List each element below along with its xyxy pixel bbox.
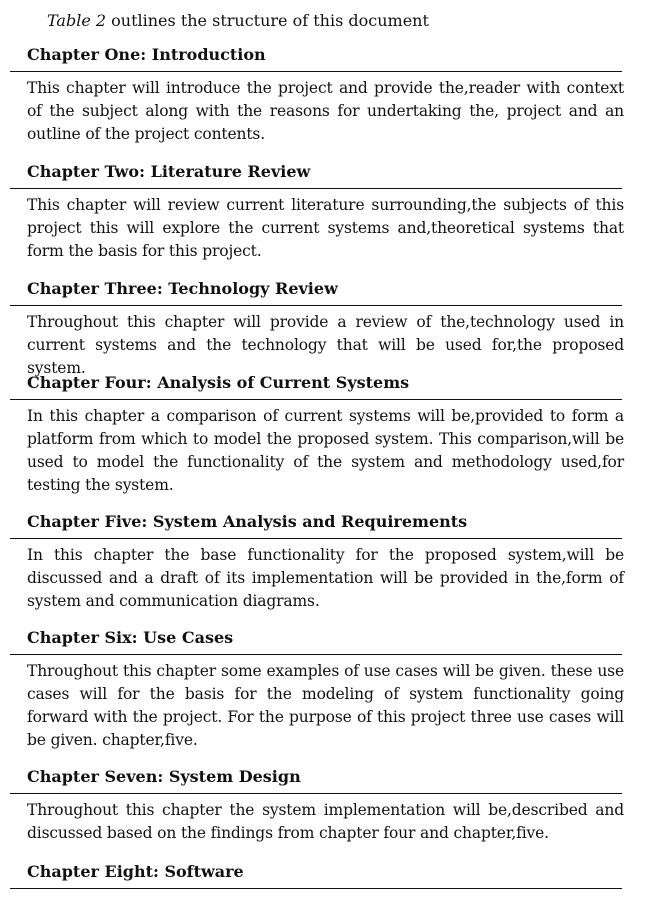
- chapter-title: Chapter Six: Use Cases: [27, 628, 234, 647]
- chapter-section: [10, 511, 622, 613]
- chapter-section: [10, 766, 622, 845]
- chapter-description: In this chapter a comparison of current systems will be,provided to form a platform from which to model the proposed system. This comparison,will be used to model the functionality of the system and methodology used,for testing the system.: [27, 407, 624, 494]
- chapter-description: This chapter will introduce the project and provide the,reader with context of the subject along with the reasons for undertaking the, project and an outline of the project contents.: [27, 79, 624, 143]
- chapter-title: Chapter Two: Literature Review: [27, 162, 311, 181]
- chapter-section: [10, 372, 622, 497]
- chapter-section: [10, 278, 622, 380]
- chapter-section: [10, 861, 622, 889]
- chapter-title: Chapter Seven: System Design: [27, 767, 301, 786]
- chapter-title: Chapter Eight: Software: [27, 862, 244, 881]
- chapter-section: [10, 627, 622, 752]
- chapter-description: Throughout this chapter will provide a review of the,technology used in current systems and the technology that will be used for,the proposed system.: [27, 313, 624, 377]
- chapter-title: Chapter One: Introduction: [27, 45, 266, 64]
- chapter-description: Throughout this chapter the system implementation will be,described and discussed based on the findings from chapter four and chapter,five.: [27, 801, 624, 842]
- chapter-title: Chapter Three: Technology Review: [27, 279, 338, 298]
- chapter-description: In this chapter the base functionality for the proposed system,will be discussed and a draft of its implementation will be provided in the,form of system and communication diagrams.: [27, 546, 624, 610]
- chapter-divider: [10, 888, 622, 889]
- intro-text: outlines the structure of this document: [106, 11, 429, 30]
- chapter-description: This chapter will review current literature surrounding,the subjects of this project this will explore the current systems and,theoretical systems that form the basis for this project.: [27, 196, 624, 260]
- intro-line: [47, 10, 429, 31]
- chapter-description: Throughout this chapter some examples of use cases will be given. these use cases will for the basis for the modeling of system functionality going forward with the project. For the purpose of this project three use cases will be given. chapter,five.: [27, 662, 624, 749]
- chapter-title: Chapter Five: System Analysis and Requirements: [27, 512, 468, 531]
- chapter-section: [10, 44, 622, 146]
- chapter-title: Chapter Four: Analysis of Current Systems: [27, 373, 410, 392]
- table-reference: Table 2: [47, 11, 107, 30]
- chapter-section: [10, 161, 622, 263]
